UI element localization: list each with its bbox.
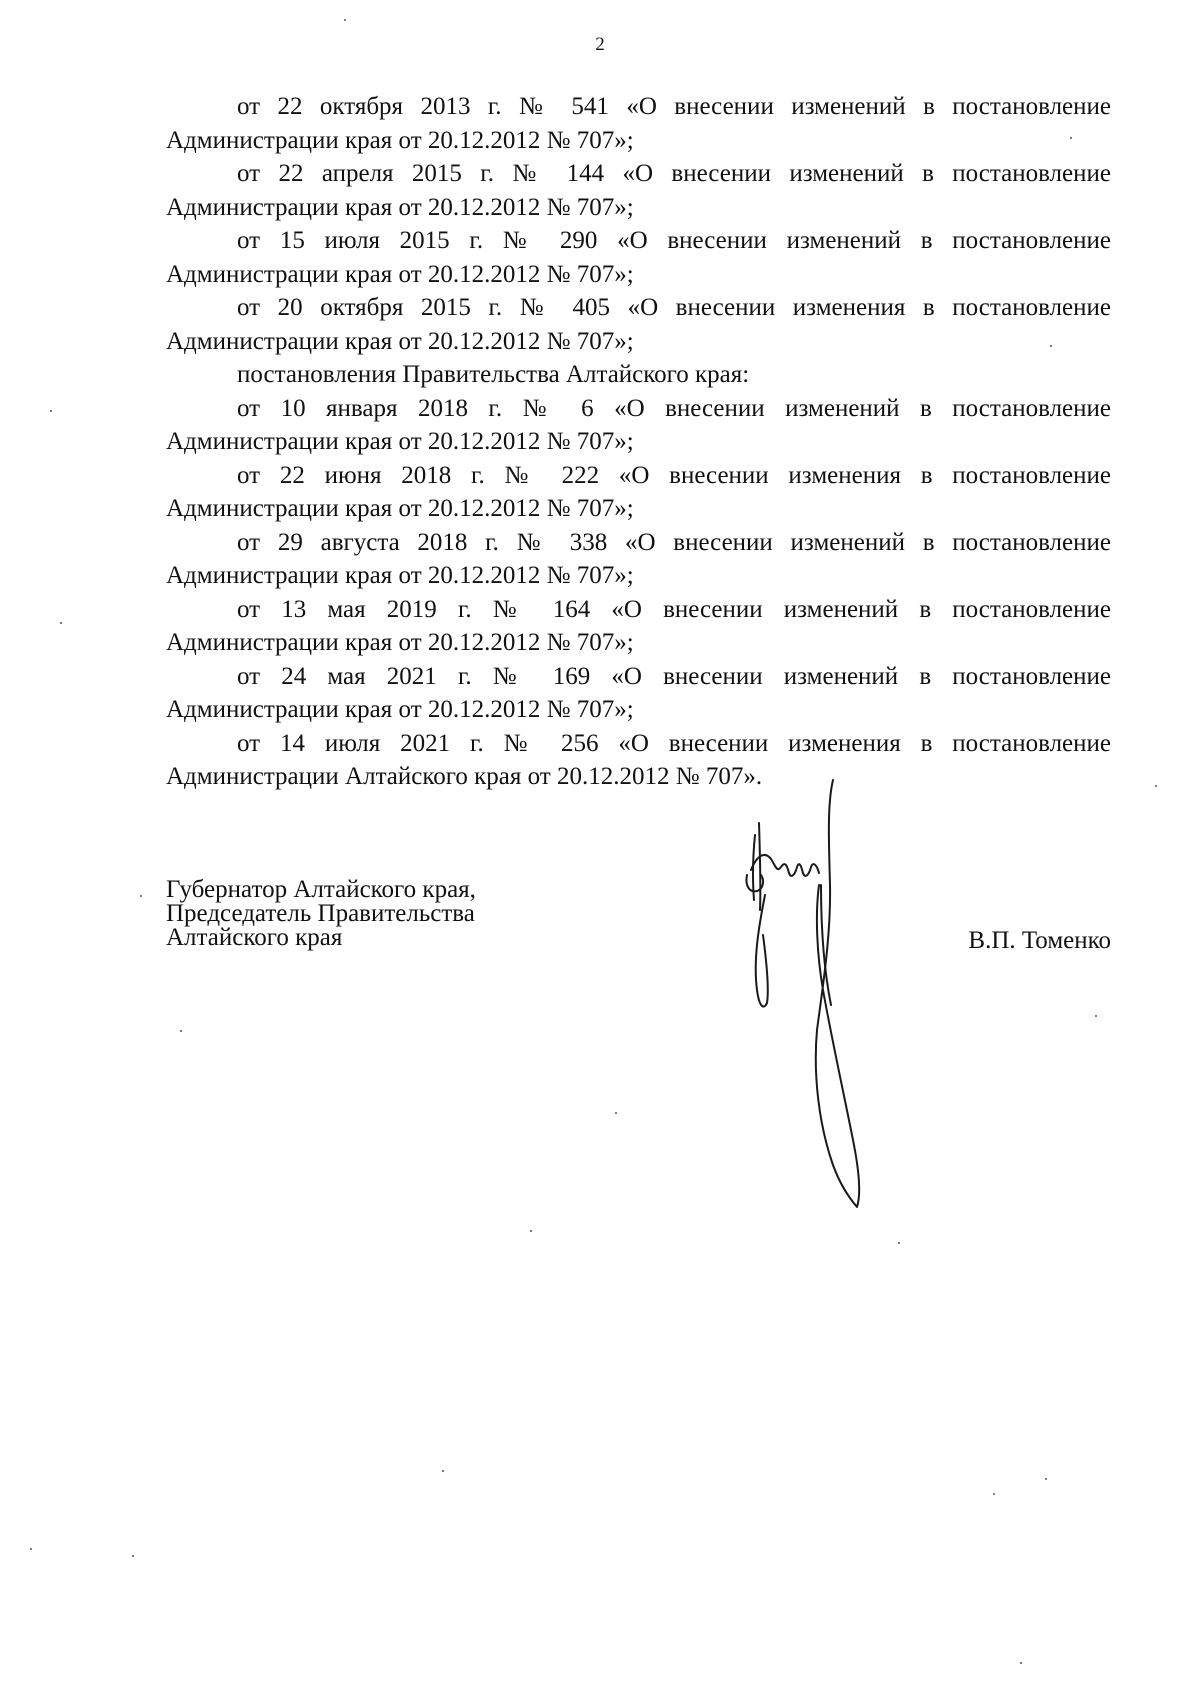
scan-speck [530, 1230, 532, 1232]
entry-second-line: Администрации края от 20.12.2012 № 707»; [166, 428, 634, 455]
entry-first-line: от 22 октября 2013 г. № 541 «О внесении изменений в постановление [237, 93, 1111, 120]
scan-speck [50, 410, 52, 412]
signatory-title-line: Председатель Правительства [166, 900, 475, 927]
entry-second-line: Администрации края от 20.12.2012 № 707»; [166, 562, 634, 589]
scan-speck [615, 1112, 617, 1114]
entry-first-line: от 14 июля 2021 г. № 256 «О внесении изменения в постановление [237, 729, 1111, 757]
entry-second-line: Администрации края от 20.12.2012 № 707»; [166, 126, 634, 154]
entry-second-line: Администрации края от 20.12.2012 № 707»; [166, 260, 634, 288]
entry-first-line: от 22 июня 2018 г. № 222 «О внесении изменения в постановление [237, 461, 1111, 489]
scan-speck [1095, 1015, 1097, 1017]
entry-first-line: от 22 апреля 2015 г. № 144 «О внесении изменений в постановление [237, 160, 1111, 187]
entry-first-line: постановления Правительства Алтайского края: [237, 361, 750, 388]
entry-first-line: от 13 мая 2019 г. № 164 «О внесении изменений в постановление [237, 595, 1111, 623]
entry-second-line: Администрации края от 20.12.2012 № 707»; [166, 327, 634, 355]
scan-speck [132, 1555, 134, 1557]
signatory-name: В.П. Томенко [968, 927, 1111, 954]
scan-speck [344, 19, 346, 21]
list-item [166, 291, 1111, 358]
page-number: 2 [595, 34, 605, 55]
entry-first-line: от 29 августа 2018 г. № 338 «О внесении изменений в постановление [237, 528, 1111, 556]
scan-speck [140, 895, 142, 897]
scan-speck [442, 1470, 444, 1472]
scan-speck [30, 1548, 32, 1550]
scan-speck [1020, 1662, 1022, 1664]
list-item [166, 727, 1111, 794]
scan-speck [1070, 137, 1072, 139]
list-item [166, 660, 1111, 727]
scan-speck [1050, 345, 1052, 347]
list-item [166, 593, 1111, 660]
list-item [166, 526, 1111, 593]
scan-speck [1045, 1478, 1047, 1480]
entry-second-line: Администрации края от 20.12.2012 № 707»; [166, 696, 634, 723]
document-body [166, 90, 1111, 794]
scan-speck [898, 1242, 900, 1244]
entry-second-line: Администрации края от 20.12.2012 № 707»; [166, 193, 634, 221]
scan-speck [180, 1030, 182, 1032]
entry-first-line: от 24 мая 2021 г. № 169 «О внесении изменений в постановление [237, 662, 1111, 690]
entry-second-line: Администрации Алтайского края от 20.12.2012 № 707». [166, 763, 763, 790]
section-heading [166, 358, 1111, 392]
list-item [166, 459, 1111, 526]
entry-second-line: Администрации края от 20.12.2012 № 707»; [166, 495, 634, 522]
signatory-title [166, 878, 476, 950]
entry-first-line: от 20 октября 2015 г. № 405 «О внесении изменения в постановление [237, 294, 1111, 321]
signatory-title-line: Губернатор Алтайского края, [166, 876, 476, 903]
entry-first-line: от 10 января 2018 г. № 6 «О внесении изменений в постановление [237, 394, 1111, 422]
entry-first-line: от 15 июля 2015 г. № 290 «О внесении изменений в постановление [237, 227, 1111, 254]
list-item [166, 90, 1111, 157]
scan-speck [60, 622, 62, 624]
signatory-title-line: Алтайского края [166, 924, 343, 951]
handwritten-signature [735, 775, 895, 1215]
list-item [166, 157, 1111, 224]
scan-speck [993, 1493, 995, 1495]
scan-speck [1155, 785, 1157, 787]
list-item [166, 224, 1111, 291]
list-item [166, 392, 1111, 459]
entry-second-line: Администрации края от 20.12.2012 № 707»; [166, 629, 634, 656]
